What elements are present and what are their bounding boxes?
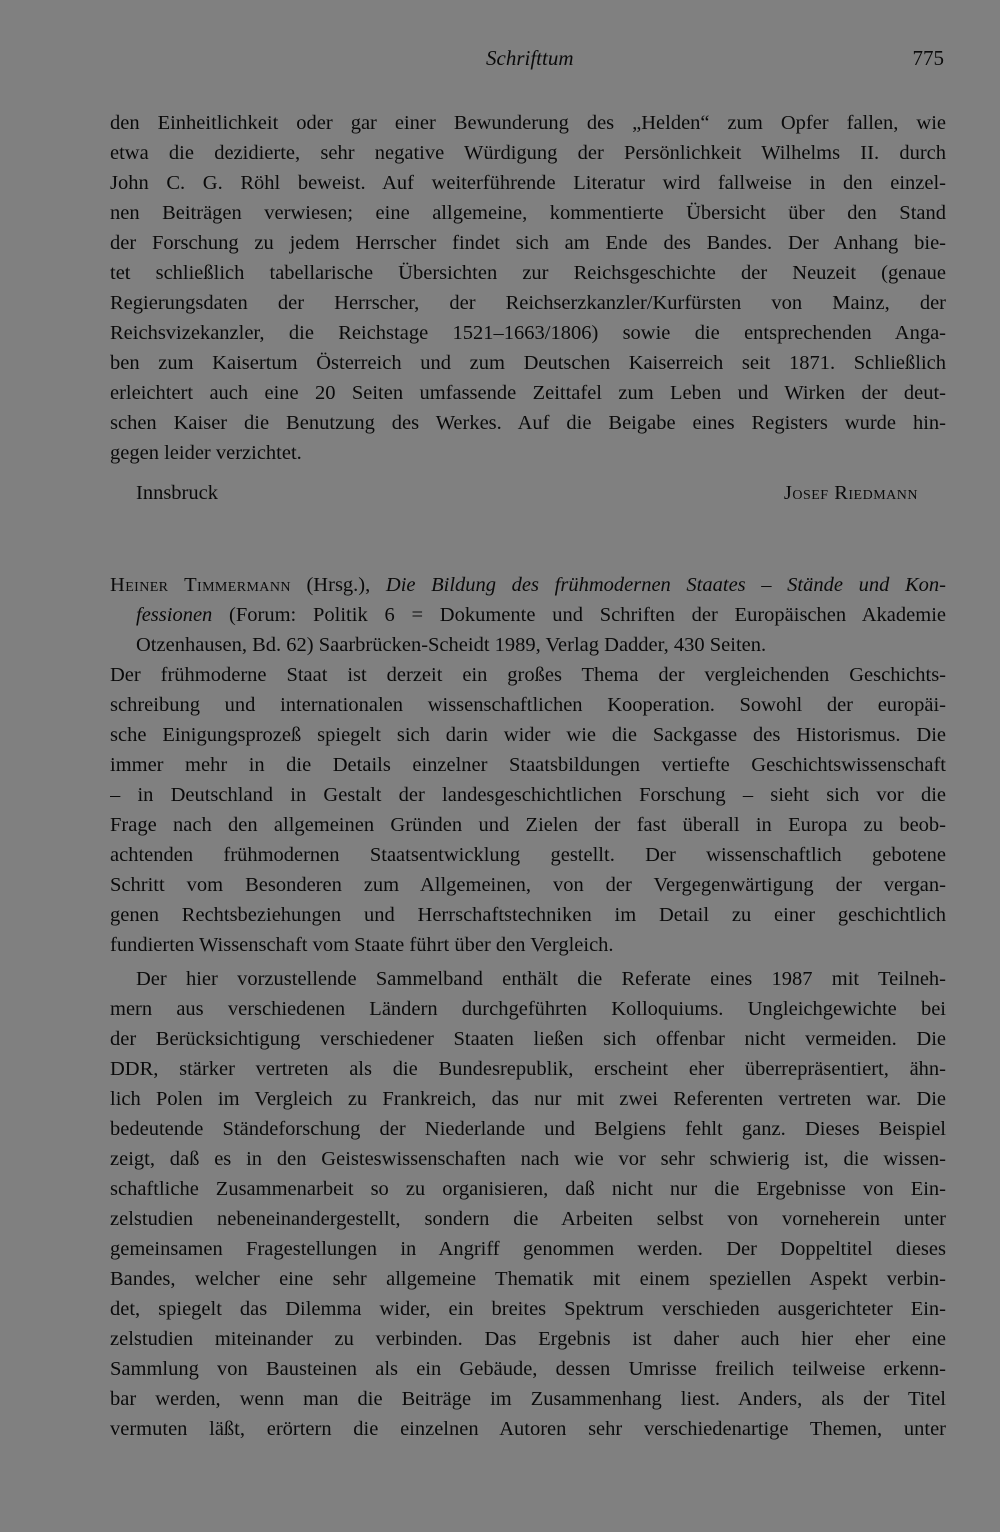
text-line: achtenden frühmodernen Staatsentwicklung gestellt. Der wissenschaftlich gebotene bbox=[110, 844, 946, 866]
review-2-paragraph-2 bbox=[110, 964, 946, 1444]
text-line: fundierten Wissenschaft vom Staate führt über den Vergleich. bbox=[110, 934, 614, 956]
review-2-citation bbox=[110, 570, 946, 660]
text-line: Regierungsdaten der Herrscher, der Reichserzkanzler/Kurfürsten von Mainz, der bbox=[110, 292, 946, 314]
text-line: vermuten läßt, erörtern die einzelnen Autoren sehr verschiedenartige Themen, unter bbox=[110, 1418, 946, 1440]
text-line: bedeutende Ständeforschung der Niederlande und Belgiens fehlt ganz. Dieses Beispiel bbox=[110, 1118, 946, 1140]
text-line: tet schließlich tabellarische Übersichten zur Reichsgeschichte der Neuzeit (genaue bbox=[110, 262, 946, 284]
text-line: etwa die dezidierte, sehr negative Würdigung der Persönlichkeit Wilhelms II. durch bbox=[110, 142, 946, 164]
running-head: Schrifttum bbox=[486, 46, 574, 70]
book-author: Heiner Timmermann bbox=[110, 574, 291, 596]
series-info: (Forum: Politik 6 = Dokumente und Schriften der Europäischen Akademie bbox=[212, 604, 946, 626]
book-title: Die Bildung des frühmodernen Staates – Stände und Kon- bbox=[385, 574, 946, 596]
text-line: immer mehr in die Details einzelner Staatsbildungen vertiefte Geschichtswissenschaft bbox=[110, 754, 946, 776]
text-line: Schritt vom Besonderen zum Allgemeinen, von der Vergegenwärtigung der vergan- bbox=[110, 874, 946, 896]
text-line: schen Kaiser die Benutzung des Werkes. Auf die Beigabe eines Registers wurde hin- bbox=[110, 412, 946, 434]
text-line: nen Beiträgen verwiesen; eine allgemeine, kommentierte Übersicht über den Stand bbox=[110, 202, 946, 224]
editor-note: (Hrsg.), bbox=[290, 574, 386, 596]
text-line: Sammlung von Bausteinen als ein Gebäude, dessen Umrisse freilich teilweise erkenn- bbox=[110, 1358, 946, 1380]
citation-line bbox=[110, 570, 946, 600]
text-line: sche Einigungsprozeß spiegelt sich darin wider wie die Sackgasse des Historismus. Die bbox=[110, 724, 946, 746]
text-line: mern aus verschiedenen Ländern durchgeführten Kolloquiums. Ungleichgewichte bei bbox=[110, 998, 946, 1020]
text-line: det, spiegelt das Dilemma wider, ein breites Spektrum verschieden ausgerichteter Ein- bbox=[110, 1298, 946, 1320]
text-line: der Forschung zu jedem Herrscher findet sich am Ende des Bandes. Der Anhang bie- bbox=[110, 232, 946, 254]
signature-place: Innsbruck bbox=[136, 482, 218, 504]
review-2-paragraph-1 bbox=[110, 660, 946, 960]
text-line: schreibung und internationalen wissenschaftlichen Kooperation. Sowohl der europäi- bbox=[110, 694, 946, 716]
text-line: bar werden, wenn man die Beiträge im Zusammenhang liest. Anders, als der Titel bbox=[110, 1388, 946, 1410]
text-line: zelstudien miteinander zu verbinden. Das Ergebnis ist daher auch hier eher eine bbox=[110, 1328, 946, 1350]
text-line: Der frühmoderne Staat ist derzeit ein großes Thema der vergleichenden Geschichts- bbox=[110, 664, 946, 686]
text-line: erleichtert auch eine 20 Seiten umfassende Zeittafel zum Leben und Wirken der deut- bbox=[110, 382, 946, 404]
citation-line bbox=[110, 600, 946, 630]
text-line: gemeinsamen Fragestellungen in Angriff genommen werden. Der Doppeltitel dieses bbox=[110, 1238, 946, 1260]
citation-line: Otzenhausen, Bd. 62) Saarbrücken-Scheidt 1989, Verlag Dadder, 430 Seiten. bbox=[136, 634, 767, 656]
text-line: Der hier vorzustellende Sammelband enthält die Referate eines 1987 mit Teilneh- bbox=[136, 968, 946, 990]
text-line: der Berücksichtigung verschiedener Staaten ließen sich offenbar nicht vermeiden. Die bbox=[110, 1028, 946, 1050]
text-line: John C. G. Röhl beweist. Auf weiterführende Literatur wird fallweise in den einzel- bbox=[110, 172, 946, 194]
text-line: – in Deutschland in Gestalt der landesgeschichtlichen Forschung – sieht sich vor die bbox=[110, 784, 946, 806]
text-line: lich Polen im Vergleich zu Frankreich, das nur mit zwei Referenten vertreten war. Die bbox=[110, 1088, 946, 1110]
text-line: zelstudien nebeneinandergestellt, sondern die Arbeiten selbst von vorneherein unter bbox=[110, 1208, 946, 1230]
text-line: gegen leider verzichtet. bbox=[110, 442, 302, 464]
text-line: DDR, stärker vertreten als die Bundesrepublik, erscheint eher überrepräsentiert, ähn- bbox=[110, 1058, 946, 1080]
reviewer-name: Josef Riedmann bbox=[783, 482, 918, 504]
text-line: schaftliche Zusammenarbeit so zu organisieren, daß nicht nur die Ergebnisse von Ein- bbox=[110, 1178, 946, 1200]
text-line: genen Rechtsbeziehungen und Herrschaftstechniken im Detail zu einer geschichtlich bbox=[110, 904, 946, 926]
text-line: Frage nach den allgemeinen Gründen und Zielen der fast überall in Europa zu beob- bbox=[110, 814, 946, 836]
page-number: 775 bbox=[912, 46, 944, 70]
text-line: ben zum Kaisertum Österreich und zum Deutschen Kaiserreich seit 1871. Schließlich bbox=[110, 352, 946, 374]
review-1-text bbox=[110, 108, 946, 468]
text-line: den Einheitlichkeit oder gar einer Bewunderung des „Helden“ zum Opfer fallen, wie bbox=[110, 112, 946, 134]
text-line: zeigt, daß es in den Geisteswissenschaften nach wie vor sehr schwierig ist, die wissen- bbox=[110, 1148, 946, 1170]
text-line: Reichsvizekanzler, die Reichstage 1521–1663/1806) sowie die entsprechenden Anga- bbox=[110, 322, 946, 344]
page-header bbox=[0, 46, 1000, 76]
book-title-cont: fessionen bbox=[136, 604, 213, 626]
text-line: Bandes, welcher eine sehr allgemeine Thematik mit einem speziellen Aspekt verbin- bbox=[110, 1268, 946, 1290]
